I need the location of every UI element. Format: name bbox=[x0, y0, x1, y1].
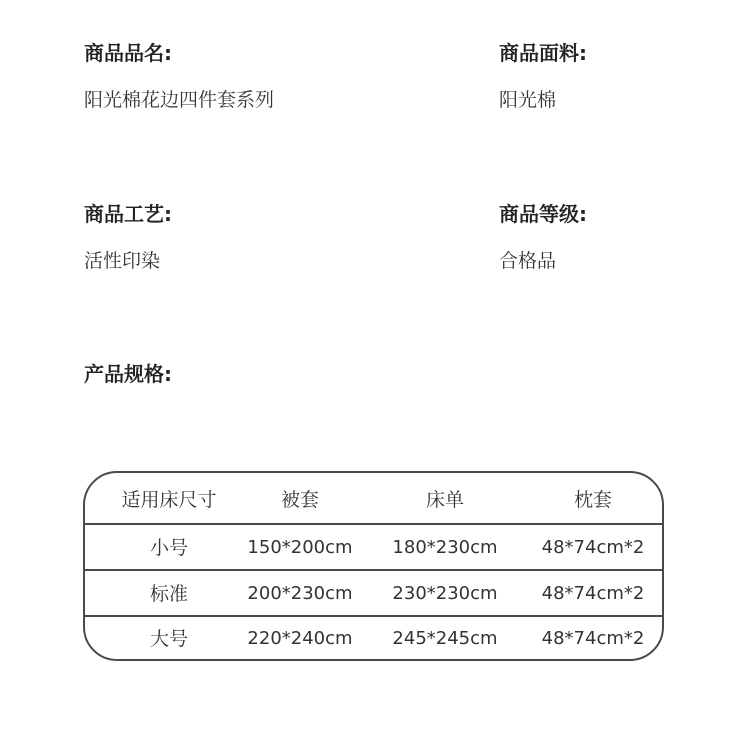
table-cell: 48*74cm*2 bbox=[541, 537, 645, 558]
fabric-field bbox=[499, 40, 587, 113]
header-bed-sheet: 床单 bbox=[425, 489, 464, 511]
product-name-label: 商品品名: bbox=[84, 41, 172, 65]
fabric-value: 阳光棉 bbox=[499, 89, 557, 111]
table-cell: 245*245cm bbox=[392, 628, 498, 649]
table-cell: 220*240cm bbox=[247, 628, 353, 649]
table-cell: 230*230cm bbox=[392, 583, 498, 604]
spec-field bbox=[84, 361, 172, 387]
table-cell: 大号 bbox=[149, 628, 188, 650]
table-cell: 200*230cm bbox=[247, 583, 353, 604]
spec-table bbox=[83, 471, 664, 661]
product-name-field bbox=[84, 40, 274, 113]
craft-label: 商品工艺: bbox=[84, 202, 172, 226]
craft-field bbox=[84, 201, 172, 274]
fabric-label: 商品面料: bbox=[499, 41, 587, 65]
table-cell: 48*74cm*2 bbox=[541, 583, 645, 604]
table-cell: 小号 bbox=[149, 537, 188, 559]
header-duvet-cover: 被套 bbox=[280, 489, 319, 511]
spec-label: 产品规格: bbox=[84, 362, 172, 386]
table-row bbox=[85, 525, 662, 571]
table-cell: 180*230cm bbox=[392, 537, 498, 558]
grade-value: 合格品 bbox=[499, 250, 557, 272]
grade-field bbox=[499, 201, 587, 274]
table-header-row bbox=[85, 477, 662, 523]
header-pillowcase: 枕套 bbox=[573, 489, 612, 511]
table-cell: 48*74cm*2 bbox=[541, 628, 645, 649]
table-row bbox=[85, 616, 662, 662]
product-name-value: 阳光棉花边四件套系列 bbox=[84, 89, 275, 111]
craft-value: 活性印染 bbox=[84, 250, 161, 272]
table-cell: 150*200cm bbox=[247, 537, 353, 558]
table-cell: 标准 bbox=[149, 583, 188, 605]
header-bed-size: 适用床尺寸 bbox=[121, 489, 217, 511]
grade-label: 商品等级: bbox=[499, 202, 587, 226]
table-row bbox=[85, 571, 662, 617]
